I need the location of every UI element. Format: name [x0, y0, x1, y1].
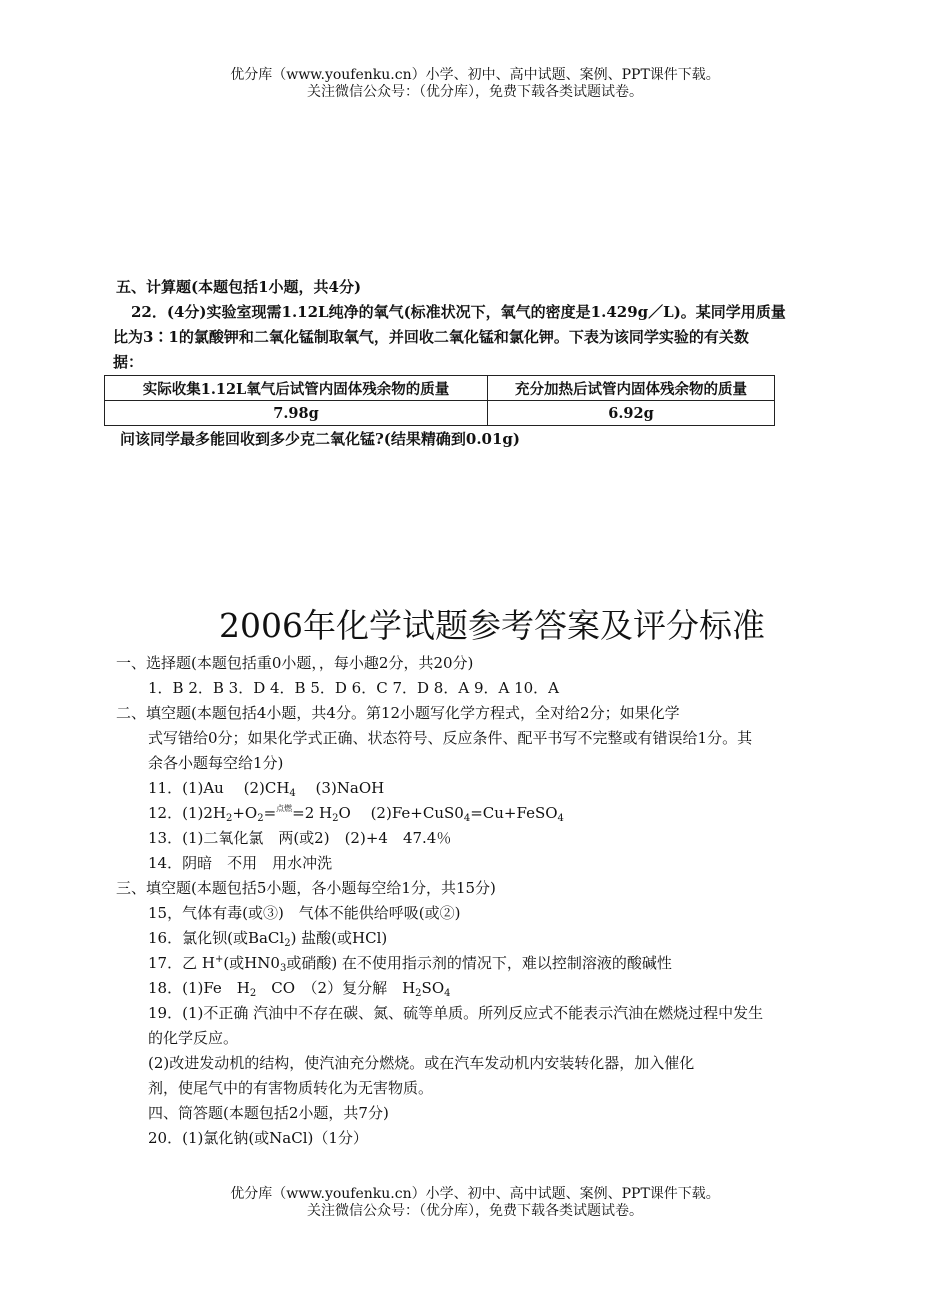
s2-line-2: 式写错给0分；如果化学式正确、状态符号、反应条件、配平书写不完整或有错误给1分。其 [148, 729, 753, 747]
table-header-cell: 实际收集1.12L氧气后试管内固体残余物的质量 [105, 376, 488, 401]
table-header-row [105, 376, 775, 401]
s1-heading: 一、选择题(本题包括重0小题，，每小趣2分，共20分) [116, 654, 474, 672]
q11-answer: 11．(1)Au $(2)CH_4$ (3)NaOH [148, 779, 385, 799]
q22-line-3: 据： [113, 353, 144, 371]
q17-answer: 17．乙 H+(或$HN0_3$或硝酸) 在不使用指示剂的情况下，难以控制溶液的酸碱性 [148, 954, 672, 974]
s2-heading: 二、填空题(本题包括4小题，共4分。第12小题写化学方程式，全对给2分；如果化学 [116, 704, 680, 722]
data-table [104, 375, 775, 426]
table-row [105, 401, 775, 426]
s2-line-3: 余各小题每空给1分) [148, 754, 284, 772]
q18-answer: 18．(1)Fe $H_2$ CO （2）复分解 $H_2SO_4$ [148, 979, 451, 999]
page-header [0, 67, 950, 101]
q22-line-2: 比为3∶1的氯酸钾和二氧化锰制取氧气，并回收二氧化锰和氯化钾。下表为该同学实验的有关数 [113, 328, 749, 346]
q19-line-1: 19．(1)不正确 汽油中不存在碳、氮、硫等单质。所列反应式不能表示汽油在燃烧过程中发生 [148, 1004, 764, 1022]
q19-line-3: (2)改进发动机的结构，使汽油充分燃烧。或在汽车发动机内安装转化器，加入催化 [148, 1054, 695, 1072]
s4-heading: 四、筒答题(本题包括2小题，共7分) [148, 1104, 389, 1122]
table-cell: 7.98g [105, 401, 488, 426]
header-line-1: 优分库（www.youfenku.cn）小学、初中、高中试题、案例、PPT课件下载。 [230, 67, 720, 83]
table-cell: 6.92g [488, 401, 775, 426]
answers-title: 2006年化学试题参考答案及评分标准 [219, 606, 765, 645]
q13-answer: 13．(1)二氧化氯 两(或2) (2)+4 47.4％ [148, 829, 452, 847]
q22-question: 问该同学最多能回收到多少克二氧化锰?(结果精确到0.01g) [120, 430, 521, 448]
q19-line-2: 的化学反应。 [148, 1029, 239, 1047]
q19-line-4: 剂，使尾气中的有害物质转化为无害物质。 [148, 1079, 434, 1097]
s3-heading: 三、填空题(本题包括5小题，各小题每空给1分，共15分) [116, 879, 496, 897]
footer-line-1: 优分库（www.youfenku.cn）小学、初中、高中试题、案例、PPT课件下载。 [230, 1186, 720, 1202]
reaction-condition: 点燃 [276, 804, 293, 813]
page-footer [0, 1186, 950, 1220]
q20-answer: 20．(1)氯化钠(或NaCl)（1分） [148, 1129, 368, 1147]
q14-answer: 14．阴暗 不用 用水冲洗 [148, 854, 333, 872]
q15-answer: 15，气体有毒(或③) 气体不能供给呼吸(或②) [148, 904, 461, 922]
q22-line-1: 22．(4分)实验室现需1.12L纯净的氧气(标准状况下，氧气的密度是1.429g／L)。某同学用质量 [116, 303, 786, 321]
q12-answer: 12．$(1)2H_2+O_2=^{点燃}=2$ $H_2O$ $(2)Fe+CuS0_4=Cu+FeSO_4$ [148, 804, 564, 824]
section5-heading: 五、计算题(本题包括1小题，共4分) [116, 278, 362, 296]
header-line-2: 关注微信公众号：（优分库），免费下载各类试题试卷。 [307, 84, 643, 100]
footer-line-2: 关注微信公众号：（优分库），免费下载各类试题试卷。 [307, 1203, 643, 1219]
table-header-cell: 充分加热后试管内固体残余物的质量 [488, 376, 775, 401]
s1-answers: 1．B 2．B 3．D 4．B 5．D 6．C 7．D 8．A 9．A 10．A [148, 679, 560, 697]
q16-answer: 16．氯化钡(或BaCl$_2$) 盐酸(或HCl) [148, 929, 388, 949]
